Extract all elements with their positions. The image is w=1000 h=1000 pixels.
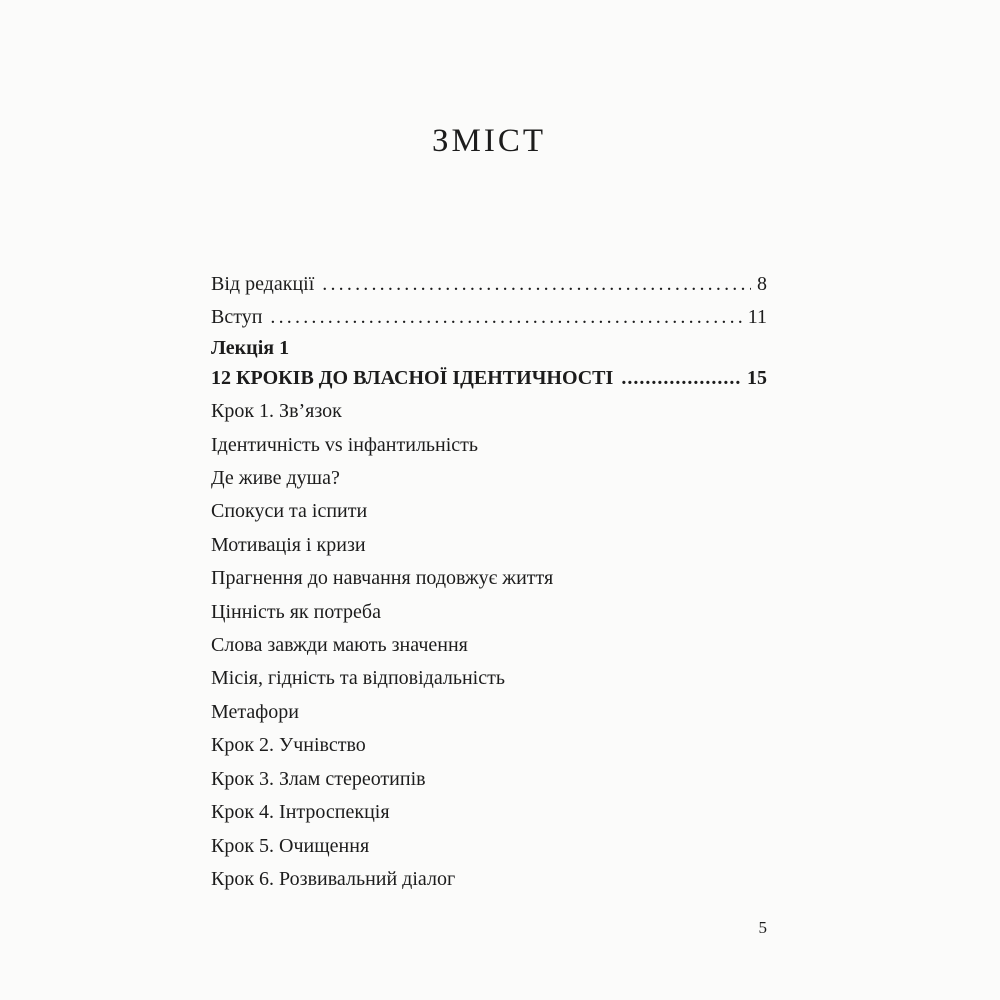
- toc-entry: [211, 562, 767, 595]
- toc-entry: [211, 462, 767, 495]
- toc-entry-label: Крок 2. Учнівство: [211, 734, 366, 757]
- toc-entry: [211, 763, 767, 796]
- toc-entry-page: 8: [757, 273, 767, 295]
- toc-entry: [211, 495, 767, 528]
- toc-entry: [211, 362, 767, 395]
- toc-entry-label: Де живе душа?: [211, 467, 340, 490]
- toc-entry-label: Крок 3. Злам стереотипів: [211, 767, 426, 790]
- toc-entry: [211, 662, 767, 695]
- toc-entry: [211, 796, 767, 829]
- toc-entry-label: Прагнення до навчання подовжує життя: [211, 567, 554, 590]
- toc-entry: [211, 830, 767, 863]
- toc-entry-label: Крок 4. Інтроспекція: [211, 801, 390, 824]
- toc-entry: [211, 629, 767, 662]
- toc-entry-label: Крок 5. Очищення: [211, 834, 370, 857]
- toc-entry: [211, 335, 767, 362]
- toc-entry: [211, 696, 767, 729]
- toc-entry-label: Метафори: [211, 700, 299, 723]
- table-of-contents: [211, 268, 767, 896]
- toc-entry: [211, 268, 767, 301]
- page-number: 5: [758, 918, 767, 937]
- toc-entry-label: Крок 6. Розвивальний діалог: [211, 867, 456, 890]
- toc-entry: [211, 863, 767, 896]
- toc-entry-label: Мотивація і кризи: [211, 533, 366, 556]
- toc-entry: [211, 395, 767, 428]
- toc-entry-label: Місія, гідність та відповідальність: [211, 667, 505, 690]
- toc-entry: [211, 729, 767, 762]
- dot-leader: [621, 362, 741, 395]
- dot-leader: [270, 301, 741, 334]
- toc-entry-label: Спокуси та іспити: [211, 500, 368, 523]
- toc-entry-label: Від редакції: [211, 273, 315, 295]
- toc-entry: [211, 429, 767, 462]
- toc-entry-page: 11: [747, 306, 767, 329]
- toc-entry: [211, 529, 767, 562]
- toc-entry-label: Лекція 1: [211, 336, 290, 359]
- toc-entry-label: Ідентичність vs інфантильність: [211, 433, 479, 456]
- dot-leader: [322, 268, 751, 301]
- toc-entry-label: Вступ: [211, 306, 263, 329]
- toc-entry-label: Крок 1. Зв’язок: [211, 400, 342, 423]
- toc-entry-label: Цінність як потреба: [211, 600, 381, 623]
- page-title: ЗМІСТ: [431, 123, 547, 160]
- toc-entry-label: Слова завжди мають значення: [211, 634, 468, 657]
- toc-entry: [211, 301, 767, 334]
- toc-entry-page: 15: [747, 366, 767, 389]
- toc-entry-label: 12 КРОКІВ ДО ВЛАСНОЇ ІДЕНТИЧНОСТІ: [211, 366, 614, 389]
- toc-entry: [211, 596, 767, 629]
